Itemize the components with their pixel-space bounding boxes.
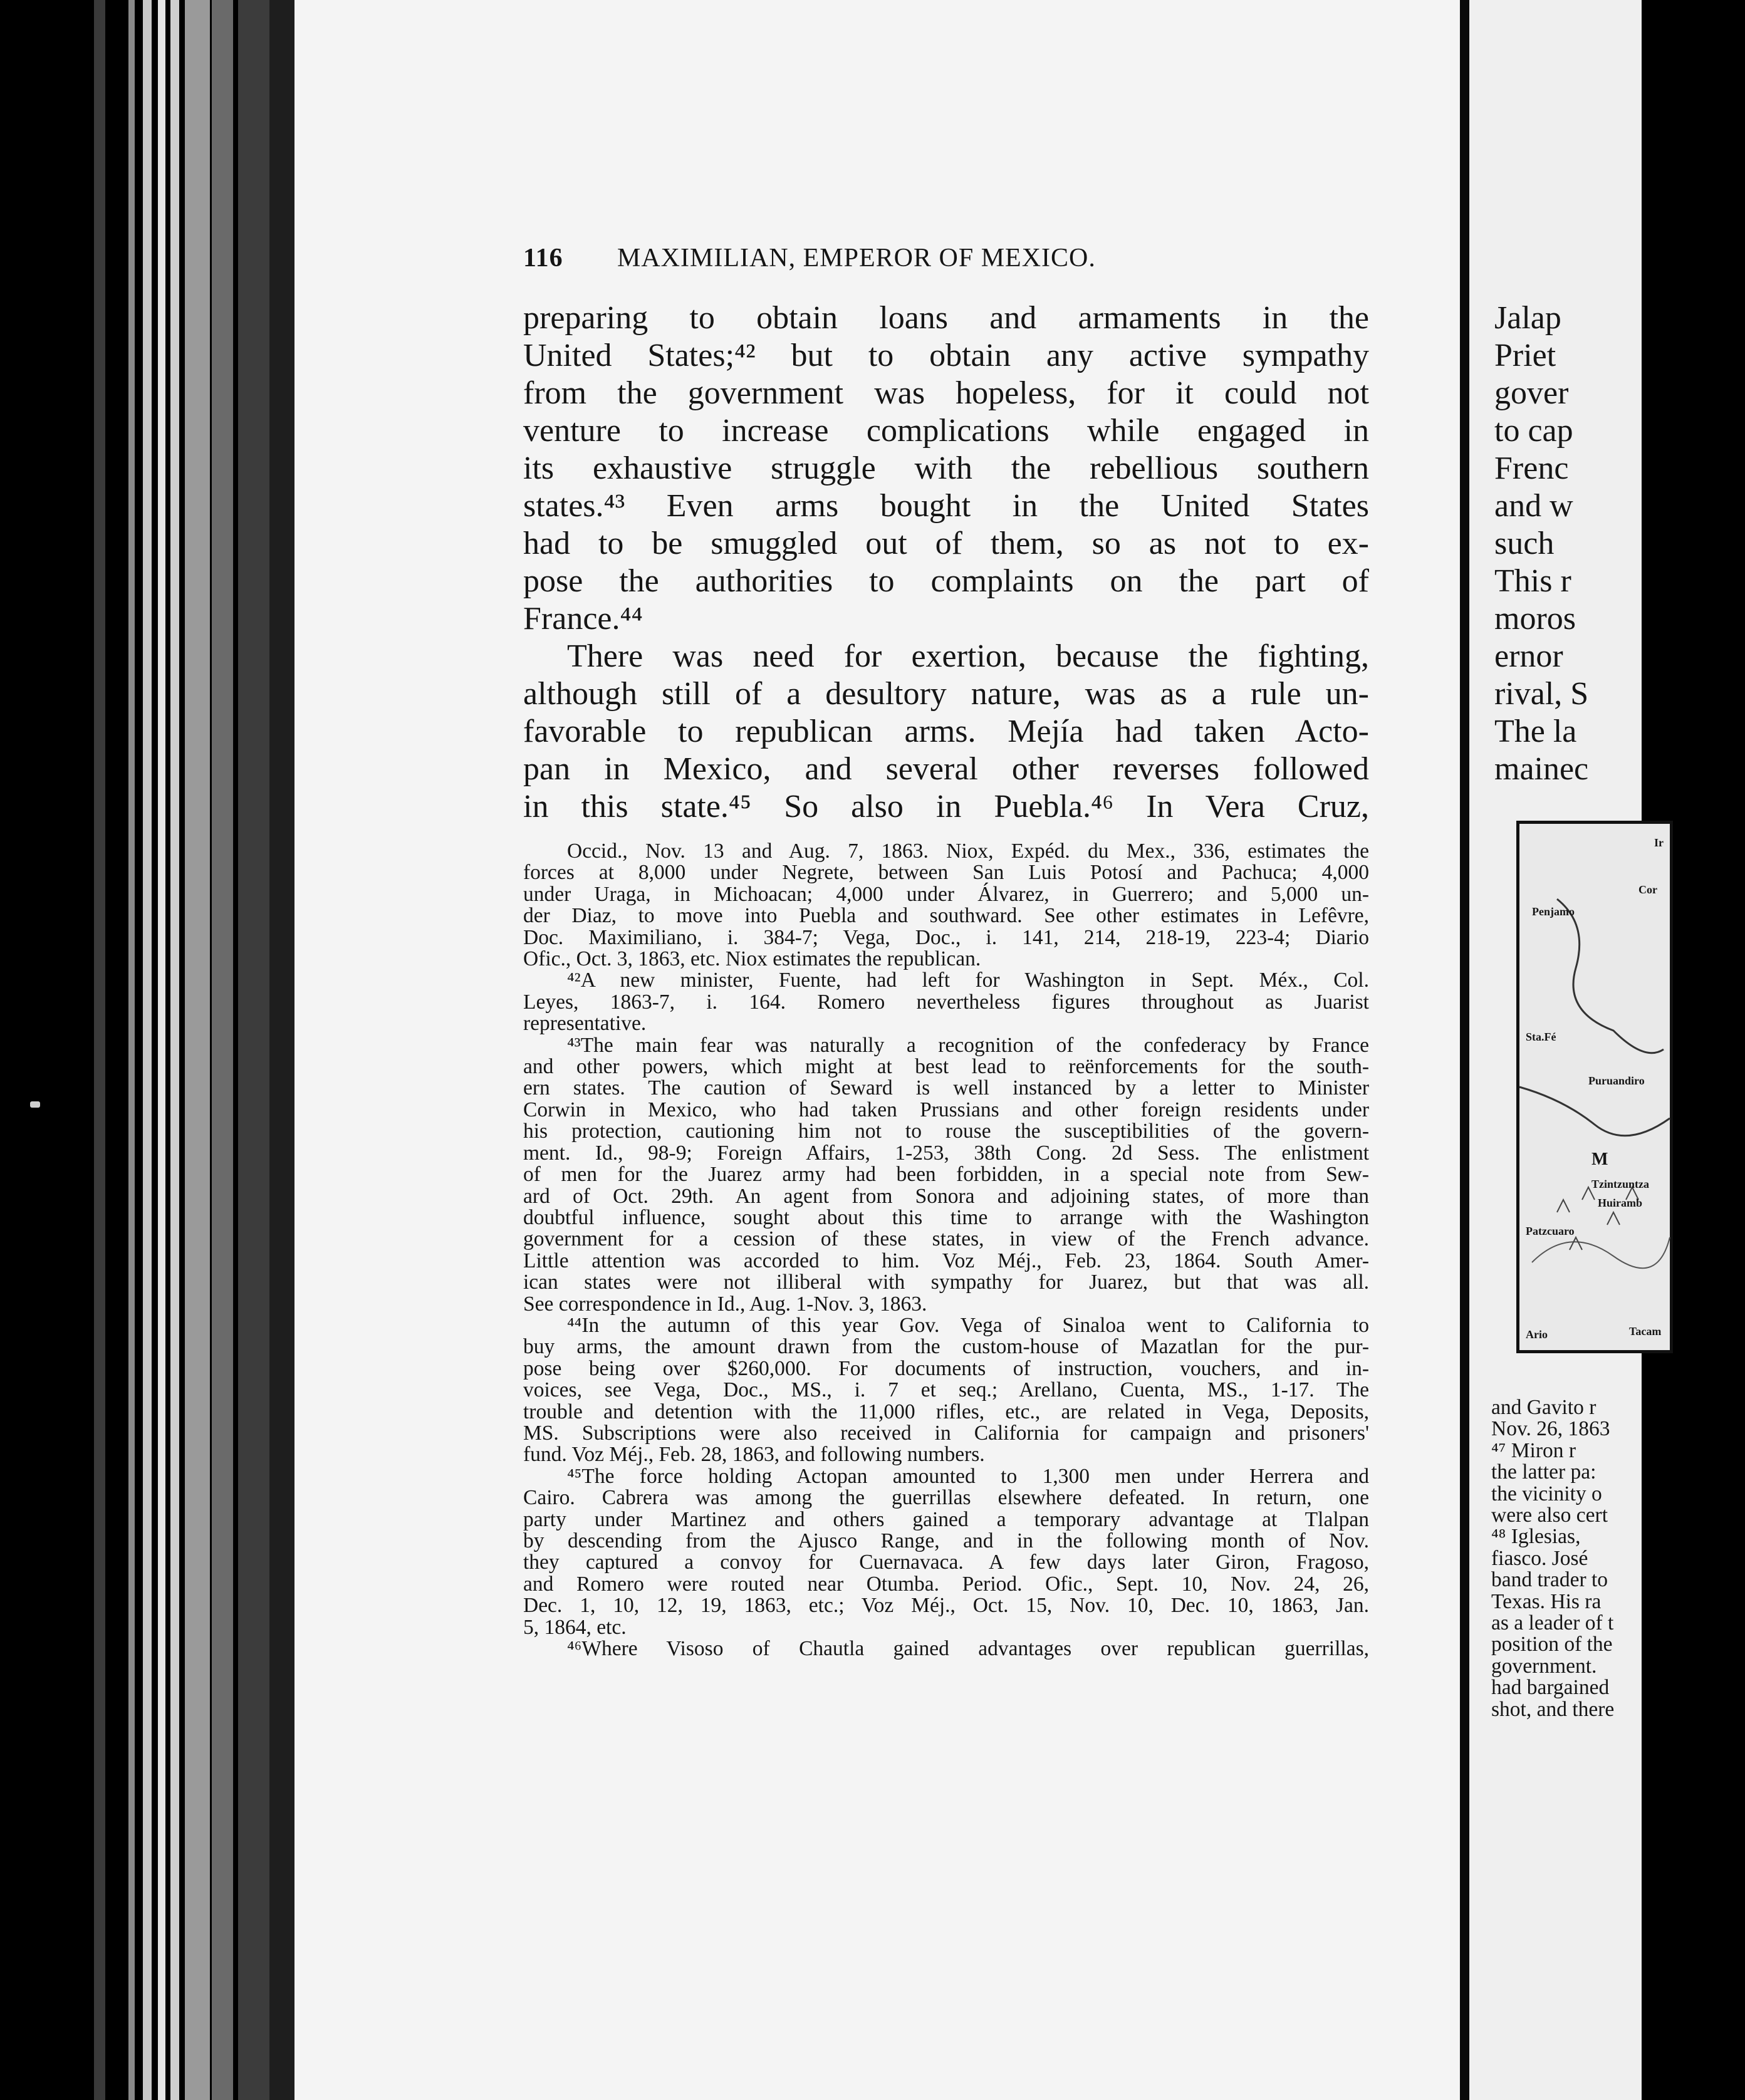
facing-text-fragment: Jalap — [1494, 300, 1561, 336]
map-label: Patzcuaro — [1526, 1225, 1575, 1237]
map-fragment — [1516, 821, 1673, 1353]
body-line: preparing to obtain loans and armaments in the — [523, 300, 1369, 336]
footnote-line: government for a cession of these states, in view of the French advance. — [523, 1227, 1369, 1251]
footnote-line: voices, see Vega, Doc., MS., i. 7 et seq.; Arellano, Cuenta, MS., 1-17. The — [523, 1378, 1369, 1402]
footnote-line: buy arms, the amount drawn from the custom-house of Mazatlan for the pur- — [523, 1335, 1369, 1359]
map-label: Puruandiro — [1588, 1074, 1645, 1087]
footnote-line: and Romero were routed near Otumba. Period. Ofic., Sept. 10, Nov. 24, 26, — [523, 1572, 1369, 1596]
facing-text-fragment: The la — [1494, 714, 1577, 749]
facing-text-fragment: This r — [1494, 563, 1571, 599]
map-label: Cor — [1638, 883, 1657, 896]
footnote-line: Little attention was accorded to him. Voz Méj., Feb. 23, 1864. South Amer- — [523, 1249, 1369, 1272]
map-label: M — [1591, 1150, 1608, 1169]
footnote-line: Cairo. Cabrera was among the guerrillas elsewhere defeated. In return, one — [523, 1486, 1369, 1510]
body-line: its exhaustive struggle with the rebellious southern — [523, 450, 1369, 486]
map-label: Ario — [1526, 1328, 1548, 1341]
body-text — [523, 299, 1369, 826]
facing-note-fragment: ⁴⁷ Miron r — [1491, 1438, 1576, 1462]
facing-page-text — [1494, 299, 1745, 788]
facing-note-fragment: and Gavito r — [1491, 1396, 1597, 1419]
facing-note-fragment: had bargained — [1491, 1676, 1610, 1700]
footnote-line: ⁴³The main fear was naturally a recognition of the confederacy by France — [567, 1033, 1369, 1057]
footnote-line: under Uraga, in Michoacan; 4,000 under Álvarez, in Guerrero; and 5,000 un- — [523, 882, 1369, 906]
footnote-line: ard of Oct. 29th. An agent from Sonora and adjoining states, of more than — [523, 1184, 1369, 1208]
footnotes — [523, 841, 1369, 1660]
body-line: pan in Mexico, and several other reverses followed — [523, 751, 1369, 787]
footnote-line: Corwin in Mexico, who had taken Prussians and other foreign residents under — [523, 1098, 1369, 1121]
footnote-line: ⁴⁵The force holding Actopan amounted to 1,300 men under Herrera and — [567, 1464, 1369, 1488]
footnote-line: ⁴⁴In the autumn of this year Gov. Vega of Sinaloa went to California to — [567, 1313, 1369, 1337]
facing-text-fragment: such — [1494, 526, 1555, 561]
facing-note-fragment: ⁴⁸ Iglesias, — [1491, 1525, 1581, 1549]
footnote-line: ern states. The caution of Seward is well instanced by a letter to Minister — [523, 1076, 1369, 1100]
footnote-line: representative. — [523, 1012, 647, 1036]
body-line: There was need for exertion, because the fighting, — [567, 638, 1369, 674]
facing-note-fragment: were also cert — [1491, 1504, 1608, 1527]
facing-note-fragment: as a leader of t — [1491, 1611, 1614, 1635]
body-line: from the government was hopeless, for it could not — [523, 375, 1369, 411]
footnote-line: ⁴²A new minister, Fuente, had left for Washington in Sept. Méx., Col. — [567, 969, 1369, 992]
body-line: states.⁴³ Even arms bought in the United States — [523, 488, 1369, 524]
footnote-line: they captured a convoy for Cuernavaca. A few days later Giron, Fragoso, — [523, 1551, 1369, 1574]
body-line: venture to increase complications while engaged in — [523, 413, 1369, 449]
footnote-line: of men for the Juarez army had been forbidden, in a special note from Sew- — [523, 1163, 1369, 1187]
facing-text-fragment: mainec — [1494, 751, 1589, 787]
body-line: pose the authorities to complaints on the part of — [523, 563, 1369, 599]
running-title: MAXIMILIAN, EMPEROR OF MEXICO. — [617, 244, 1096, 273]
footnote-line: doubtful influence, sought about this time to arrange with the Washington — [523, 1205, 1369, 1229]
footnote-line: ⁴⁶Where Visoso of Chautla gained advantages over republican guerrillas, — [567, 1637, 1369, 1661]
facing-text-fragment: to cap — [1494, 413, 1573, 449]
footnote-line: Leyes, 1863-7, i. 164. Romero nevertheless figures throughout as Juarist — [523, 990, 1369, 1014]
body-line: France.⁴⁴ — [523, 601, 643, 637]
footnote-line: Doc. Maximiliano, i. 384-7; Vega, Doc., i. 141, 214, 218-19, 223-4; Diario — [523, 925, 1369, 949]
body-line: although still of a desultory nature, was as a rule un- — [523, 676, 1369, 712]
map-label: Penjamo — [1532, 905, 1575, 918]
book-page-edges — [0, 0, 294, 2100]
facing-note-fragment: position of the — [1491, 1633, 1613, 1656]
footnote-line: ican states were not illiberal with sympathy for Juarez, but that was all. — [523, 1271, 1369, 1294]
page-header — [523, 243, 1200, 281]
facing-text-fragment: moros — [1494, 601, 1576, 637]
facing-note-fragment: the latter pa: — [1491, 1460, 1597, 1484]
facing-page — [1469, 0, 1664, 2100]
footnote-line: See correspondence in Id., Aug. 1-Nov. 3, 1863. — [523, 1292, 927, 1316]
facing-note-fragment: Texas. His ra — [1491, 1589, 1602, 1613]
footnote-line: MS. Subscriptions were also received in California for campaign and prisoners' — [523, 1421, 1369, 1445]
footnote-line: fund. Voz Méj., Feb. 28, 1863, and following numbers. — [523, 1443, 985, 1467]
body-line: favorable to republican arms. Mejía had taken Acto- — [523, 714, 1369, 749]
facing-note-fragment: government. — [1491, 1654, 1597, 1678]
footnote-line: Ofic., Oct. 3, 1863, etc. Niox estimates the republican. — [523, 947, 981, 971]
facing-text-fragment: Priet — [1494, 338, 1556, 373]
footnote-line: Occid., Nov. 13 and Aug. 7, 1863. Niox, Expéd. du Mex., 336, estimates the — [567, 839, 1369, 863]
facing-note-fragment: the vicinity o — [1491, 1482, 1602, 1505]
map-label: Tzintzuntza — [1591, 1178, 1649, 1190]
body-line: had to be smuggled out of them, so as not to ex- — [523, 526, 1369, 561]
footnote-line: ment. Id., 98-9; Foreign Affairs, 1-253, 38th Cong. 2d Sess. The enlistment — [523, 1141, 1369, 1165]
body-line: United States;⁴² but to obtain any active sympathy — [523, 338, 1369, 373]
facing-text-fragment: rival, S — [1494, 676, 1589, 712]
map-label: Tacam — [1629, 1325, 1662, 1338]
footnote-line: trouble and detention with the 11,000 rifles, etc., are related in Vega, Deposits, — [523, 1400, 1369, 1423]
footnote-line: and other powers, which might at best lead to reënforcements for the south- — [523, 1055, 1369, 1079]
facing-note-fragment: Nov. 26, 1863 — [1491, 1417, 1610, 1441]
footnote-line: forces at 8,000 under Negrete, between San Luis Potosí and Pachuca; 4,000 — [523, 861, 1369, 885]
footnote-line: 5, 1864, etc. — [523, 1615, 627, 1639]
facing-note-fragment: shot, and there — [1491, 1697, 1615, 1721]
body-line: in this state.⁴⁵ So also in Puebla.⁴⁶ In Vera Cruz, — [523, 789, 1369, 824]
map-label: Sta.Fé — [1526, 1031, 1556, 1043]
facing-text-fragment: ernor — [1494, 638, 1563, 674]
footnote-line: der Diaz, to move into Puebla and southward. See other estimates in Lefêvre, — [523, 904, 1369, 928]
facing-text-fragment: Frenc — [1494, 450, 1569, 486]
footnote-line: pose being over $260,000. For documents of instruction, vouchers, and in- — [523, 1356, 1369, 1380]
page-speck — [30, 1101, 40, 1108]
facing-note-fragment: fiasco. José — [1491, 1546, 1588, 1570]
footnote-line: party under Martinez and others gained a temporary advantage at Tlalpan — [523, 1507, 1369, 1531]
footnote-line: by descending from the Ajusco Range, and in the following month of Nov. — [523, 1529, 1369, 1552]
page-number: 116 — [523, 244, 563, 273]
footnote-line: Dec. 1, 10, 12, 19, 1863, etc.; Voz Méj., Oct. 15, Nov. 10, Dec. 10, 1863, Jan. — [523, 1594, 1369, 1618]
facing-text-fragment: gover — [1494, 375, 1569, 411]
map-label: Huiramb — [1598, 1197, 1643, 1209]
footnote-line: his protection, cautioning him not to rouse the susceptibilities of the govern- — [523, 1120, 1369, 1143]
facing-page-notes — [1491, 1397, 1742, 1720]
facing-text-fragment: and w — [1494, 488, 1573, 524]
facing-note-fragment: band trader to — [1491, 1568, 1608, 1592]
map-label: Ir — [1654, 836, 1664, 849]
